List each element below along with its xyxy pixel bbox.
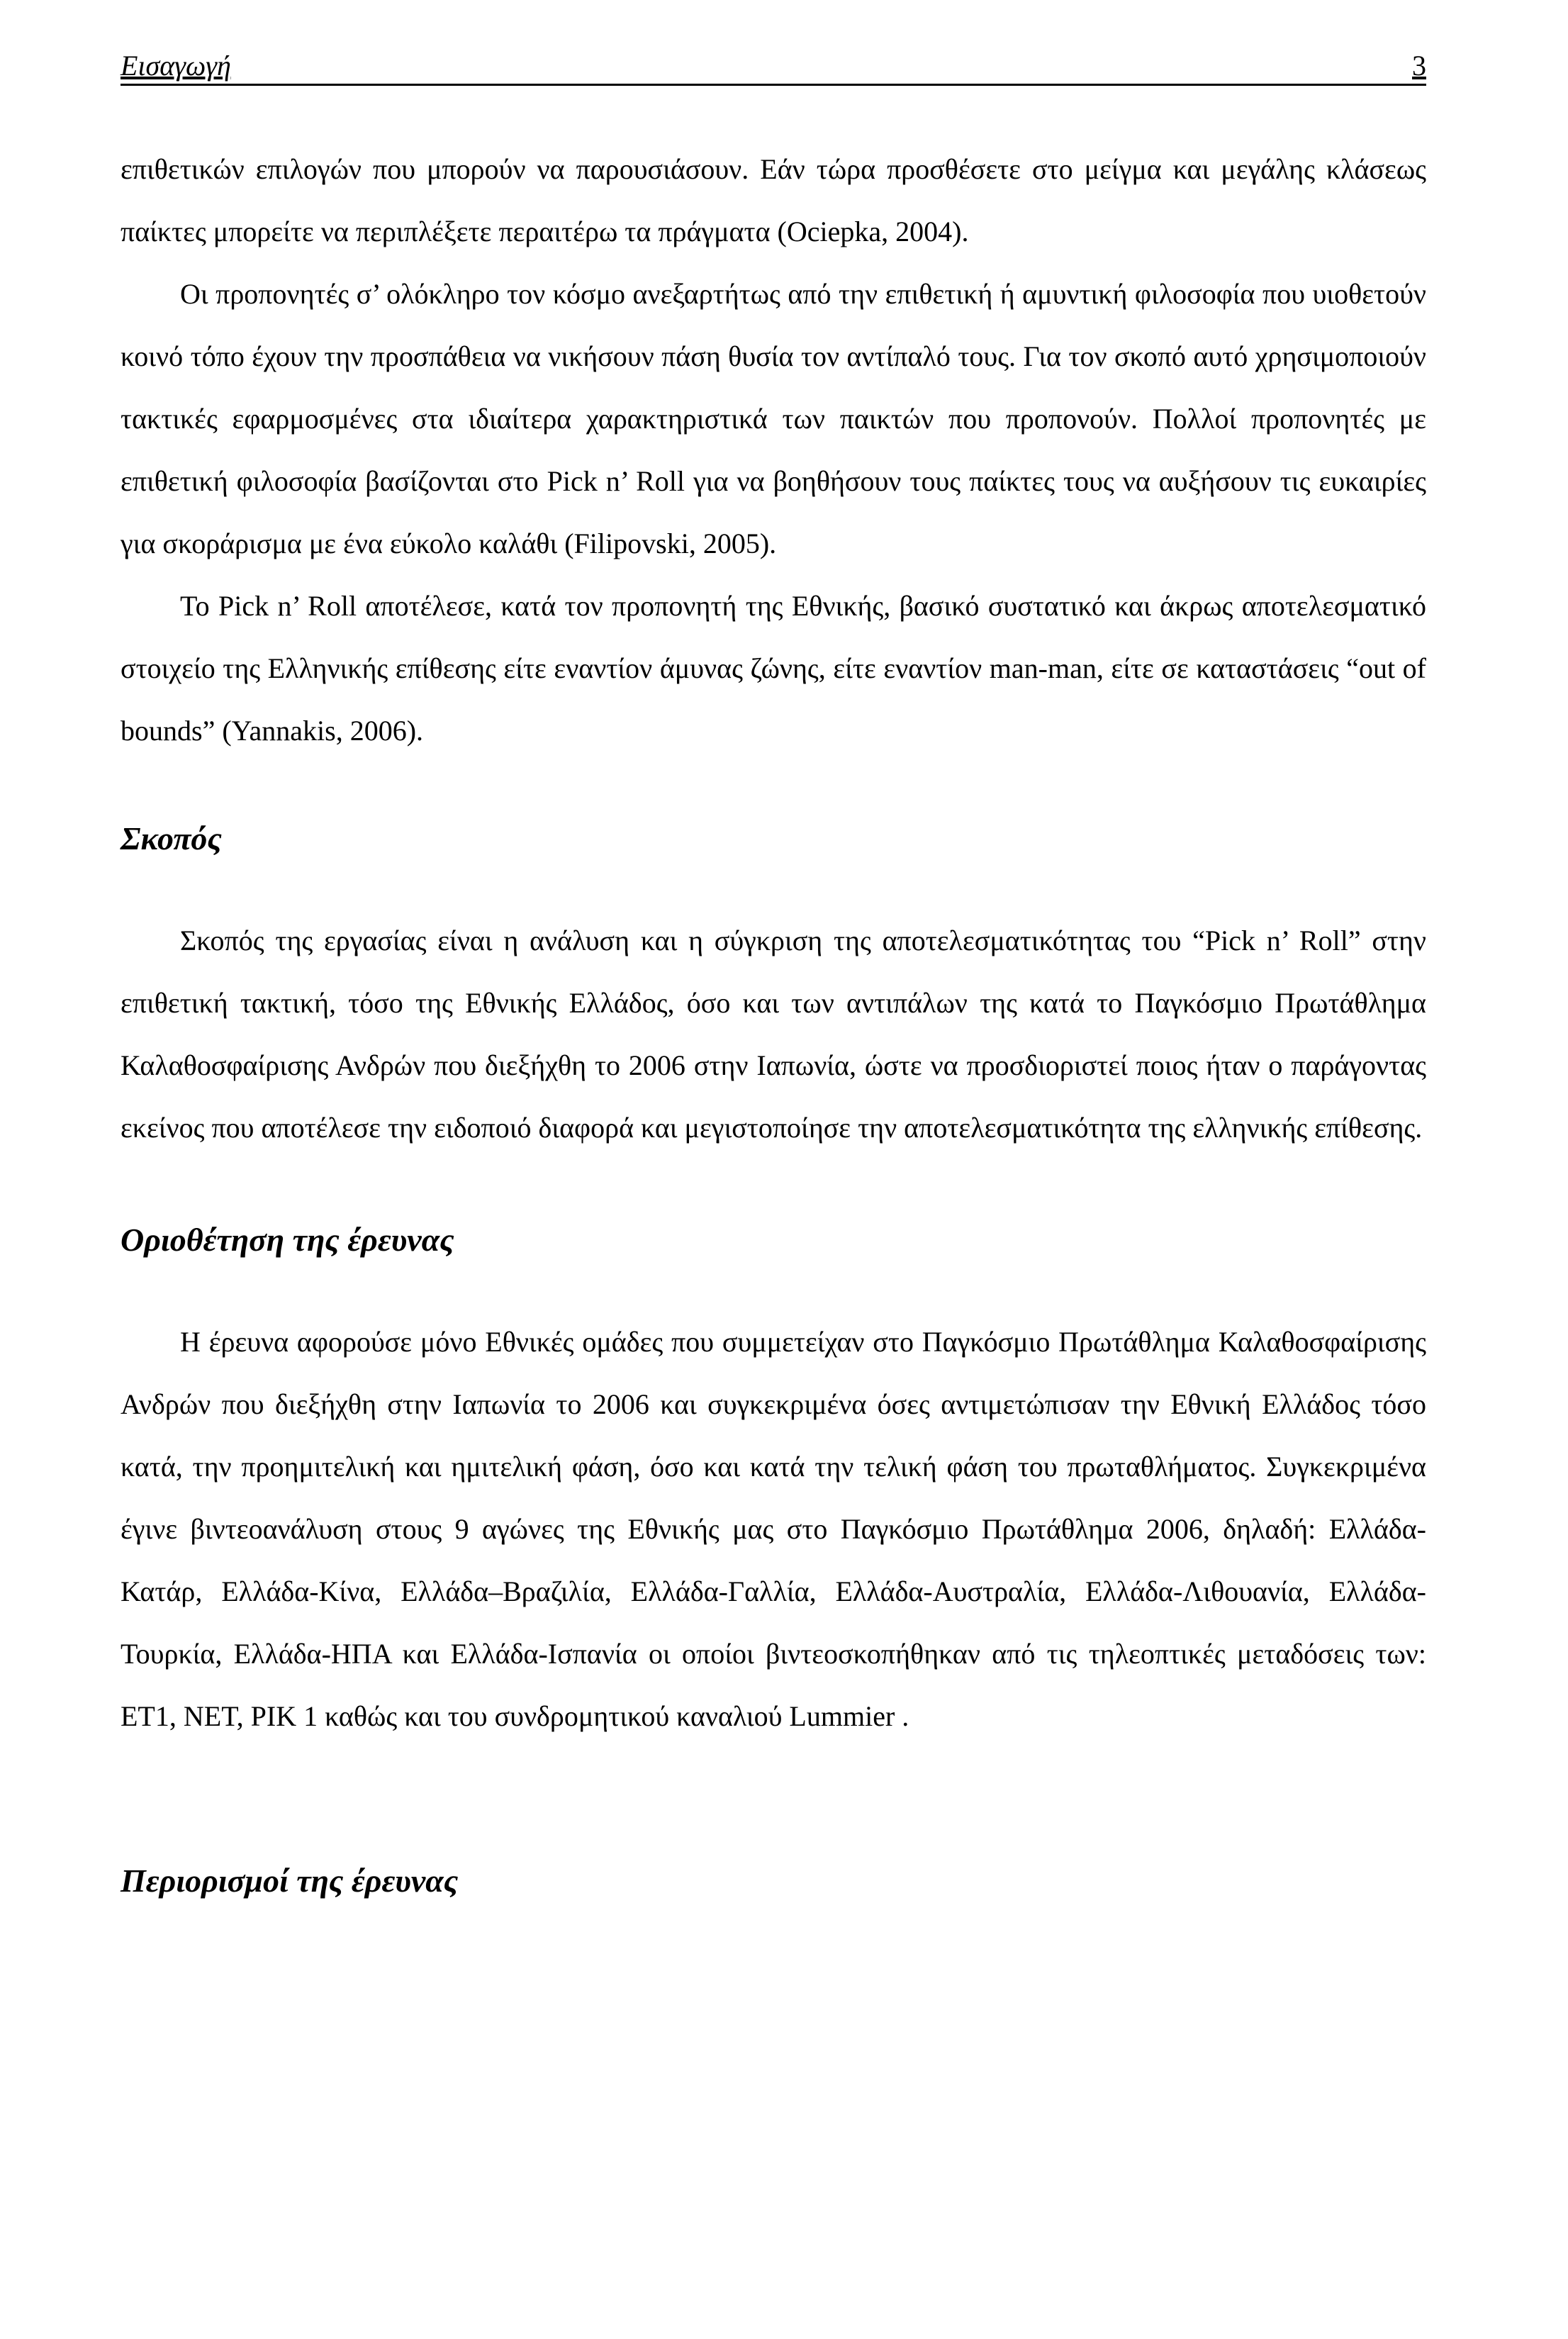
limits-heading: Περιορισμοί της έρευνας — [121, 1863, 459, 1899]
purpose-heading: Σκοπός — [121, 820, 222, 856]
running-header — [121, 50, 1426, 86]
body-text — [121, 138, 1426, 1912]
purpose-paragraph: Σκοπός της εργασίας είναι η ανάλυση και η σύγκριση της αποτελεσματικότητας του “Pick n’ Roll” στην επιθετική τακτική, τόσο της Εθνικής Ελλάδος, όσο και των αντιπάλων της κατά το Παγκόσμιο Πρωτάθλημα Καλαθοσφαίρισης Ανδρών που διεξήχθη το 2006 στην Ιαπωνία, ώστε να προσδιοριστεί ποιος ήταν ο παράγοντας εκείνος που αποτέλεσε την ειδοποιό διαφορά και μεγιστοποίησε την αποτελεσματικότητα της ελληνικής επίθεσης. — [121, 925, 1426, 1144]
header-section-title: Εισαγωγή — [121, 50, 231, 82]
scope-paragraph: Η έρευνα αφορούσε μόνο Εθνικές ομάδες που συμμετείχαν στο Παγκόσμιο Πρωτάθλημα Καλαθοσφαίρισης Ανδρών που διεξήχθη στην Ιαπωνία το 2006 και συγκεκριμένα όσες αντιμετώπισαν την Εθνική Ελλάδος τόσο κατά, την προημιτελική και ημιτελική φάση, όσο και κατά την τελική φάση του πρωταθλήματος. Συγκεκριμένα έγινε βιντεοανάλυση στους 9 αγώνες της Εθνικής μας στο Παγκόσμιο Πρωτάθλημα 2006, δηλαδή: Ελλάδα-Κατάρ, Ελλάδα-Κίνα, Ελλάδα–Βραζιλία, Ελλάδα-Γαλλία, Ελλάδα-Αυστραλία, Ελλάδα-Λιθουανία, Ελλάδα-Τουρκία, Ελλάδα-ΗΠΑ και Ελλάδα-Ισπανία οι οποίοι βιντεοσκοπήθηκαν από τις τηλεοπτικές μεταδόσεις των: ΕΤ1, ΝΕΤ, ΡΙΚ 1 καθώς και του συνδρομητικού καναλιού Lummier . — [121, 1326, 1426, 1732]
scope-heading: Οριοθέτηση της έρευνας — [121, 1222, 454, 1258]
document-page — [121, 50, 1426, 1912]
intro-paragraph-2: Οι προπονητές σ’ ολόκληρο τον κόσμο ανεξαρτήτως από την επιθετική ή αμυντική φιλοσοφία που υιοθετούν κοινό τόπο έχουν την προσπάθεια να νικήσουν πάση θυσία τον αντίπαλό τους. Για τον σκοπό αυτό χρησιμοποιούν τακτικές εφαρμοσμένες στα ιδιαίτερα χαρακτηριστικά των παικτών που προπονούν. Πολλοί προπονητές με επιθετική φιλοσοφία βασίζονται στο Pick n’ Roll για να βοηθήσουν τους παίκτες τους να αυξήσουν τις ευκαιρίες για σκοράρισμα με ένα εύκολο καλάθι (Filipovski, 2005). — [121, 278, 1426, 559]
intro-paragraph-1: επιθετικών επιλογών που μπορούν να παρουσιάσουν. Εάν τώρα προσθέσετε στο μείγμα και μεγάλης κλάσεως παίκτες μπορείτε να περιπλέξετε περαιτέρω τα πράγματα (Ociepka, 2004). — [121, 153, 1426, 247]
intro-paragraph-3: Το Pick n’ Roll αποτέλεσε, κατά τον προπονητή της Εθνικής, βασικό συστατικό και άκρως αποτελεσματικό στοιχείο της Ελληνικής επίθεσης είτε εναντίον άμυνας ζώνης, είτε εναντίον man-man, είτε σε καταστάσεις “out of bounds” (Yannakis, 2006). — [121, 590, 1426, 747]
page-number: 3 — [1412, 50, 1426, 82]
